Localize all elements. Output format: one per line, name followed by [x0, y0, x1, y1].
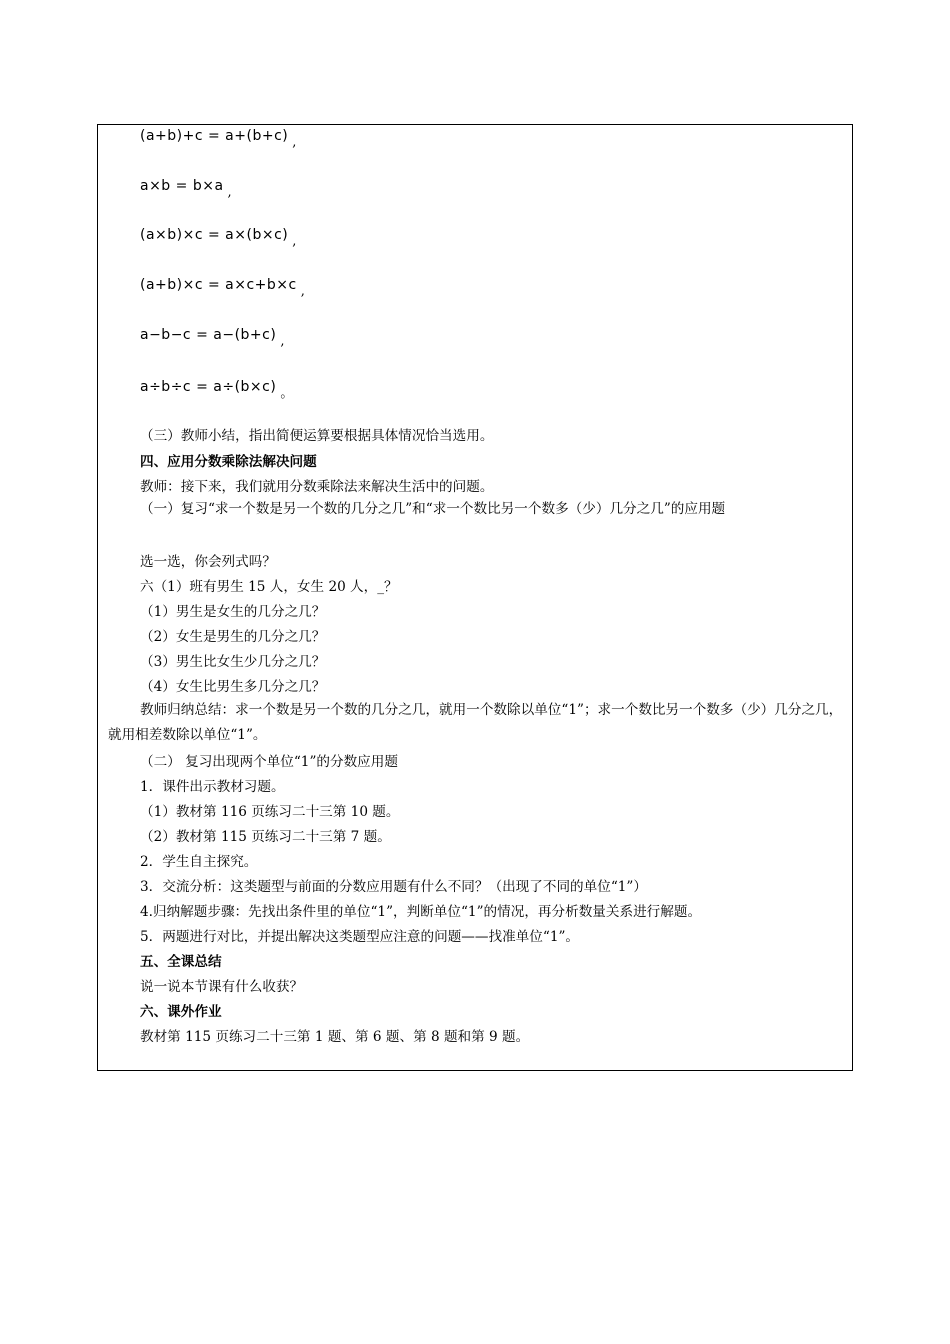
step-1a: （1）教材第 116 页练习二十三第 10 题。 [140, 804, 400, 820]
formula-associative-add: (a+b)+c = a+(b+c) , [140, 128, 297, 150]
formula-distributive: (a+b)×c = a×c+b×c , [140, 277, 306, 299]
review-one: （一）复习“求一个数是另一个数的几分之几”和“求一个数比另一个数多（少）几分之几”的应用题 [140, 501, 726, 517]
section-heading-5: 五、全课总结 [140, 954, 222, 970]
reflection-prompt: 说一说本节课有什么收获？ [140, 979, 304, 995]
teacher-summary: 教师归纳总结：求一个数是另一个数的几分之几，就用一个数除以单位“1”；求一个数比另一个数多（少）几分之几，就用相差数除以单位“1”。 [108, 702, 843, 743]
formula-commutative-mul: a×b = b×a , [140, 178, 233, 200]
step-3: 3．交流分析：这类题型与前面的分数应用题有什么不同？（出现了不同的单位“1”） [140, 879, 647, 895]
step-2: 2．学生自主探究。 [140, 854, 258, 870]
section-heading-6: 六、课外作业 [140, 1004, 222, 1020]
question-3: （3）男生比女生少几分之几？ [140, 654, 326, 670]
choose-prompt: 选一选，你会列式吗？ [140, 554, 276, 570]
step-4: 4.归纳解题步骤：先找出条件里的单位“1”，判断单位“1”的情况，再分析数量关系进行解题。 [140, 904, 702, 920]
step-1: 1．课件出示教材习题。 [140, 779, 285, 795]
formula-associative-mul: (a×b)×c = a×(b×c) , [140, 227, 297, 249]
teacher-summary-3: （三）教师小结，指出简便运算要根据具体情况恰当选用。 [140, 428, 494, 444]
question-4: （4）女生比男生多几分之几？ [140, 679, 326, 695]
section-heading-4: 四、应用分数乘除法解决问题 [140, 454, 317, 470]
class-info: 六（1）班有男生 15 人，女生 20 人，_？ [140, 579, 398, 595]
formula-subtraction: a−b−c = a−(b+c) , [140, 327, 285, 349]
question-2: （2）女生是男生的几分之几？ [140, 629, 326, 645]
step-5: 5．两题进行对比，并提出解决这类题型应注意的问题——找准单位“1”。 [140, 929, 580, 945]
formula-division: a÷b÷c = a÷(b×c) 。 [140, 379, 294, 401]
question-1: （1）男生是女生的几分之几？ [140, 604, 326, 620]
homework: 教材第 115 页练习二十三第 1 题、第 6 题、第 8 题和第 9 题。 [140, 1029, 530, 1045]
review-two: （二） 复习出现两个单位“1”的分数应用题 [140, 754, 398, 770]
teacher-intro: 教师：接下来，我们就用分数乘除法来解决生活中的问题。 [140, 479, 494, 495]
step-1b: （2）教材第 115 页练习二十三第 7 题。 [140, 829, 391, 845]
